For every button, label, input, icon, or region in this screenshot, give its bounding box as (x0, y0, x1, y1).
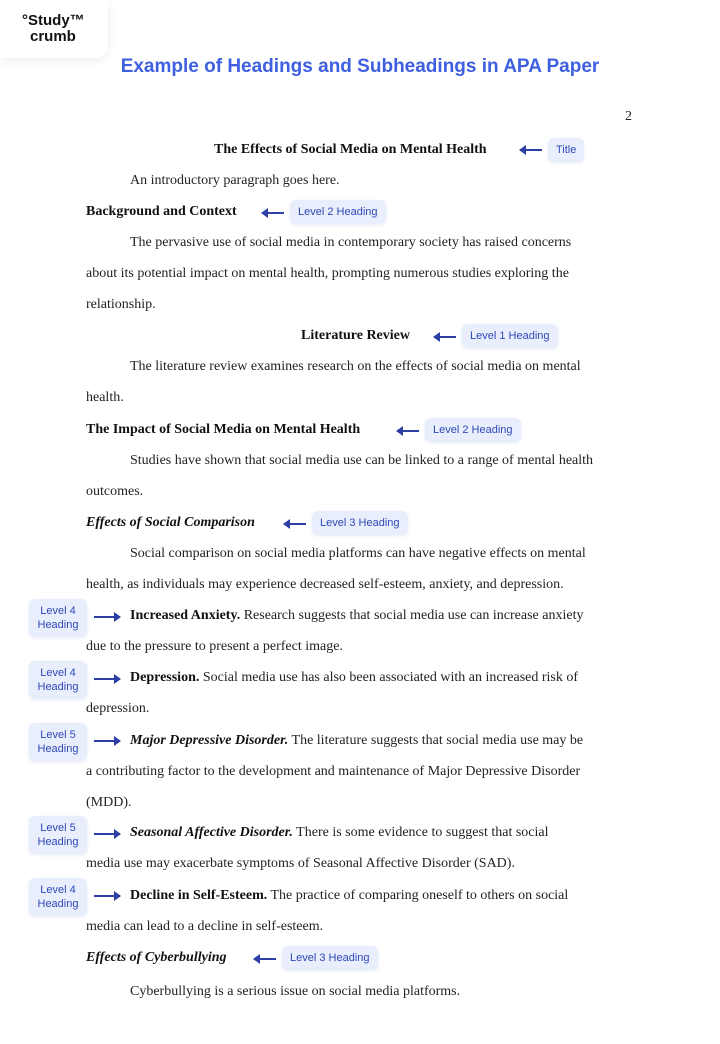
arrow-left-icon (397, 430, 419, 432)
arrow-right-icon (94, 678, 120, 680)
background-text: relationship. (86, 297, 156, 312)
level3-label: Level 3 Heading (282, 946, 378, 970)
level4-label: Level 4 Heading (29, 599, 87, 637)
page-number: 2 (625, 109, 632, 124)
level4-label: Level 4 Heading (29, 661, 87, 699)
literature-text: health. (86, 390, 124, 405)
level5-label: Level 5 Heading (29, 723, 87, 761)
background-heading: Background and Context (86, 204, 237, 219)
level4-label: Level 4 Heading (29, 878, 87, 916)
anxiety-text: due to the pressure to present a perfect image. (86, 639, 343, 654)
level2-label: Level 2 Heading (290, 200, 386, 224)
impact-text: outcomes. (86, 484, 144, 499)
page-title: Example of Headings and Subheadings in APA Paper (120, 56, 600, 77)
depression-paragraph: Depression. Social media use has also been associated with an increased risk of (130, 670, 579, 685)
logo-line1: °Study™ (22, 12, 85, 29)
arrow-left-icon (284, 523, 306, 525)
impact-heading: The Impact of Social Media on Mental Health (86, 422, 361, 437)
background-text: about its potential impact on mental health, prompting numerous studies exploring the (86, 266, 569, 281)
intro-paragraph: An introductory paragraph goes here. (130, 173, 340, 188)
selfesteem-text: media can lead to a decline in self-esteem. (86, 919, 324, 934)
depression-text: depression. (86, 701, 150, 716)
background-text: The pervasive use of social media in contemporary society has raised concerns (130, 235, 572, 250)
arrow-right-icon (94, 895, 120, 897)
impact-text: Studies have shown that social media use can be linked to a range of mental health (130, 453, 594, 468)
level2-label: Level 2 Heading (425, 418, 521, 442)
arrow-left-icon (254, 958, 276, 960)
arrow-left-icon (520, 149, 542, 151)
level3-label: Level 3 Heading (312, 511, 408, 535)
logo-line2: crumb (30, 28, 76, 45)
arrow-right-icon (94, 833, 120, 835)
sad-text: media use may exacerbate symptoms of Seasonal Affective Disorder (SAD). (86, 856, 515, 871)
mdd-text: a contributing factor to the development and maintenance of Major Depressive Disorder (86, 764, 581, 779)
comparison-heading: Effects of Social Comparison (86, 515, 255, 530)
paper-title: The Effects of Social Media on Mental Health (214, 142, 487, 157)
cyber-heading: Effects of Cyberbullying (86, 950, 227, 965)
mdd-paragraph: Major Depressive Disorder. The literature suggests that social media use may be (130, 733, 584, 748)
anxiety-paragraph: Increased Anxiety. Research suggests that social media use can increase anxiety (130, 608, 584, 623)
mdd-text: (MDD). (86, 795, 132, 810)
cyber-text: Cyberbullying is a serious issue on social media platforms. (130, 984, 461, 999)
literature-heading: Literature Review (301, 328, 410, 343)
title-label: Title (548, 138, 584, 162)
selfesteem-paragraph: Decline in Self-Esteem. The practice of comparing oneself to others on social (130, 888, 569, 903)
arrow-right-icon (94, 740, 120, 742)
arrow-right-icon (94, 616, 120, 618)
literature-text: The literature review examines research on the effects of social media on mental (130, 359, 581, 374)
comparison-text: health, as individuals may experience decreased self-esteem, anxiety, and depression. (86, 577, 564, 592)
comparison-text: Social comparison on social media platforms can have negative effects on mental (130, 546, 586, 561)
logo (0, 0, 108, 58)
arrow-left-icon (434, 336, 456, 338)
level5-label: Level 5 Heading (29, 816, 87, 854)
level1-label: Level 1 Heading (462, 324, 558, 348)
sad-paragraph: Seasonal Affective Disorder. There is some evidence to suggest that social (130, 825, 549, 840)
arrow-left-icon (262, 212, 284, 214)
